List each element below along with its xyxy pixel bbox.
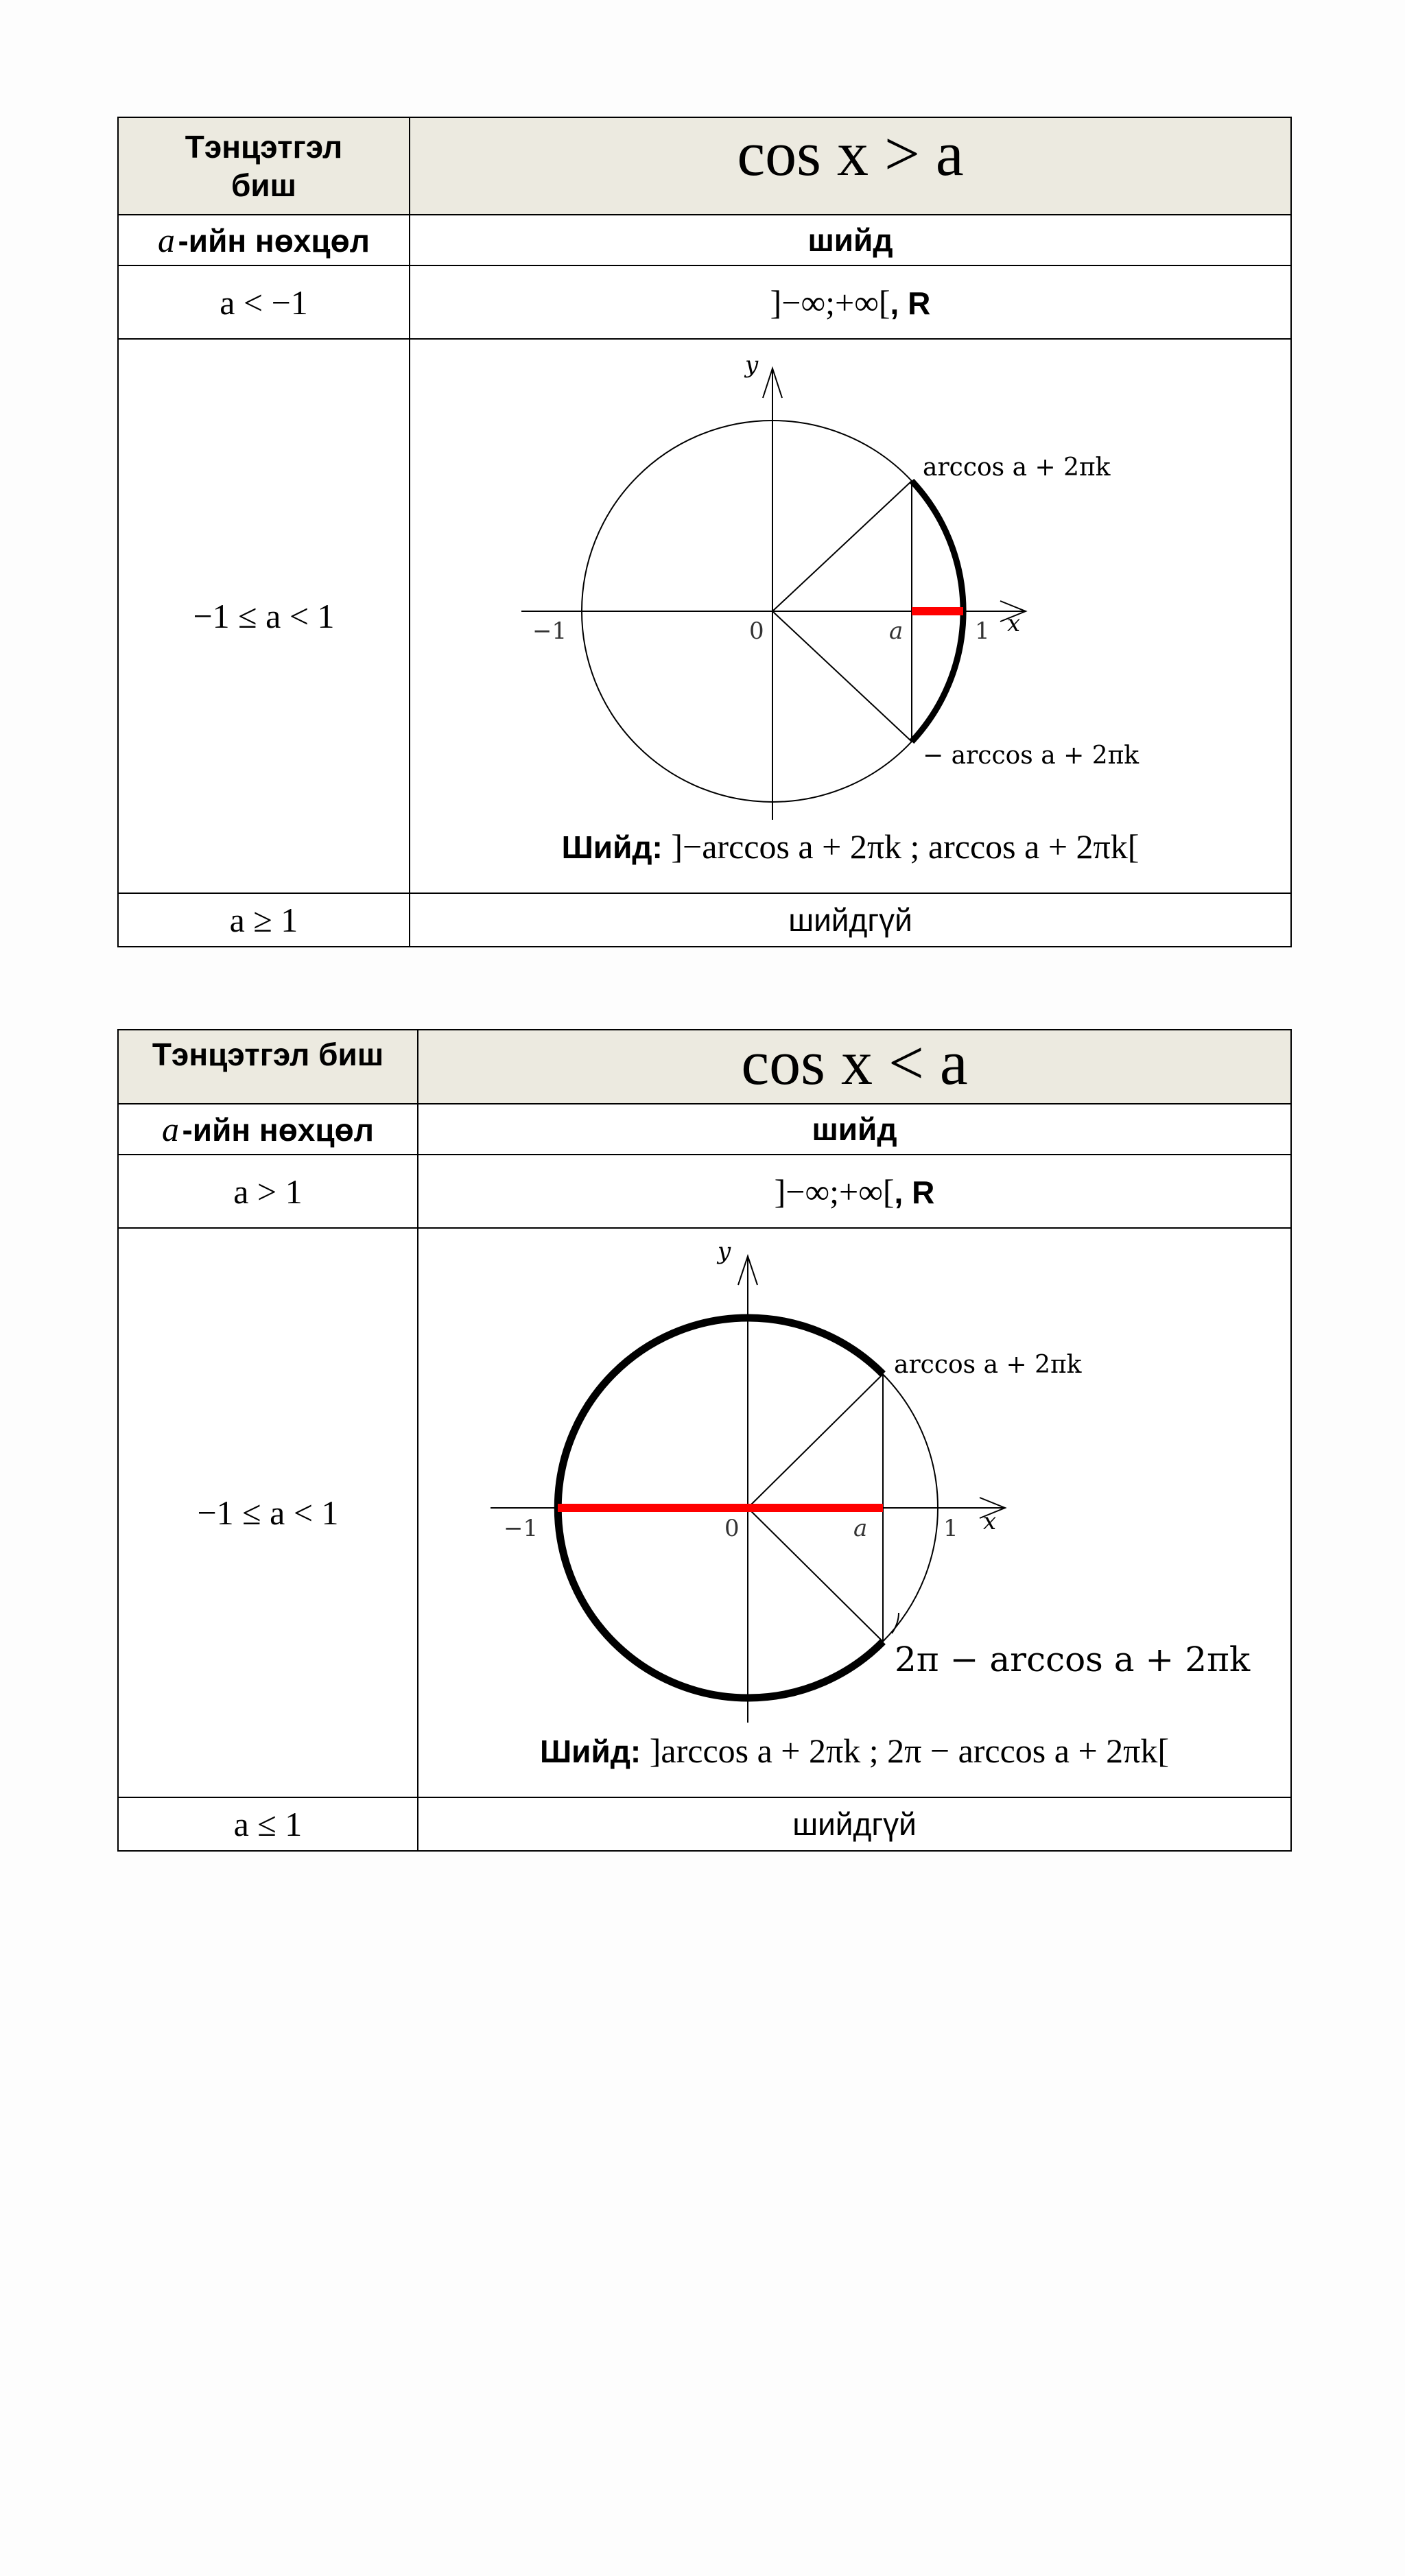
lower-point-label: − arccos a + 2πk (923, 742, 1140, 770)
unit-circle-diagram (418, 1229, 1290, 1797)
table-row (118, 1228, 1291, 1797)
subheader-row (118, 1104, 1291, 1155)
y-axis-label: y (718, 1238, 731, 1265)
solution-line: Шийд: ]arccos a + 2πk ; 2π − arccos a + 2πk[ (539, 1732, 1170, 1770)
y-axis-label: y (745, 351, 759, 379)
radius-upper (772, 481, 912, 611)
a-label: a (889, 617, 904, 645)
subheader-row (118, 215, 1291, 265)
table-row (118, 1155, 1291, 1228)
condition-cell: a ≤ 1 (118, 1797, 418, 1851)
a-label: a (853, 1515, 868, 1542)
inequality-table-cos-less (117, 1029, 1292, 1852)
inequality-title: cos x < a (741, 1028, 968, 1098)
one-label: 1 (943, 1515, 958, 1542)
upper-point-label: arccos a + 2πk (894, 1351, 1082, 1379)
minus-one-label: −1 (532, 617, 567, 645)
condition-cell: −1 ≤ a < 1 (118, 339, 410, 893)
condition-cell: a > 1 (118, 1155, 418, 1228)
condition-cell: a ≥ 1 (118, 893, 410, 947)
table-row (118, 339, 1291, 893)
solution-cell: ]−∞;+∞[, R (418, 1155, 1291, 1228)
one-label: 1 (975, 617, 990, 645)
a-condition-header: a -ийн нөхцөл (118, 1104, 418, 1155)
diagram-cell (410, 339, 1291, 893)
column-header-inequality: Тэнцэтгэл биш (118, 117, 410, 215)
solution-cell: шийдгүй (418, 1797, 1291, 1851)
condition-cell: −1 ≤ a < 1 (118, 1228, 418, 1797)
x-axis-label: x (1007, 610, 1021, 637)
origin-label: 0 (749, 617, 764, 645)
inequality-title: cos x > a (737, 119, 964, 189)
a-condition-header: a -ийн нөхцөл (118, 215, 410, 265)
solution-header: шийд (418, 1104, 1291, 1155)
inequality-cell (418, 1030, 1291, 1104)
solution-line: Шийд: ]−arccos a + 2πk ; arccos a + 2πk[ (561, 827, 1140, 866)
solution-cell: шийдгүй (410, 893, 1291, 947)
inequality-table-cos-greater (117, 117, 1292, 947)
table-row (118, 893, 1291, 947)
header-row (118, 1030, 1291, 1104)
minus-one-label: −1 (504, 1515, 539, 1542)
solution-cell: ]−∞;+∞[, R (410, 265, 1291, 339)
solution-header: шийд (410, 215, 1291, 265)
table-row (118, 1797, 1291, 1851)
unit-circle-diagram (410, 340, 1290, 893)
upper-point-label: arccos a + 2πk (923, 453, 1111, 482)
inequality-cell (410, 117, 1291, 215)
header-row (118, 117, 1291, 215)
lower-point-label: 2π − arccos a + 2πk (895, 1640, 1251, 1679)
diagram-cell (418, 1228, 1291, 1797)
origin-label: 0 (724, 1515, 740, 1542)
x-axis-label: x (983, 1508, 997, 1535)
condition-cell: a < −1 (118, 265, 410, 339)
column-header-inequality: Тэнцэтгэл биш (118, 1030, 418, 1104)
radius-upper (748, 1374, 883, 1508)
table-row (118, 265, 1291, 339)
